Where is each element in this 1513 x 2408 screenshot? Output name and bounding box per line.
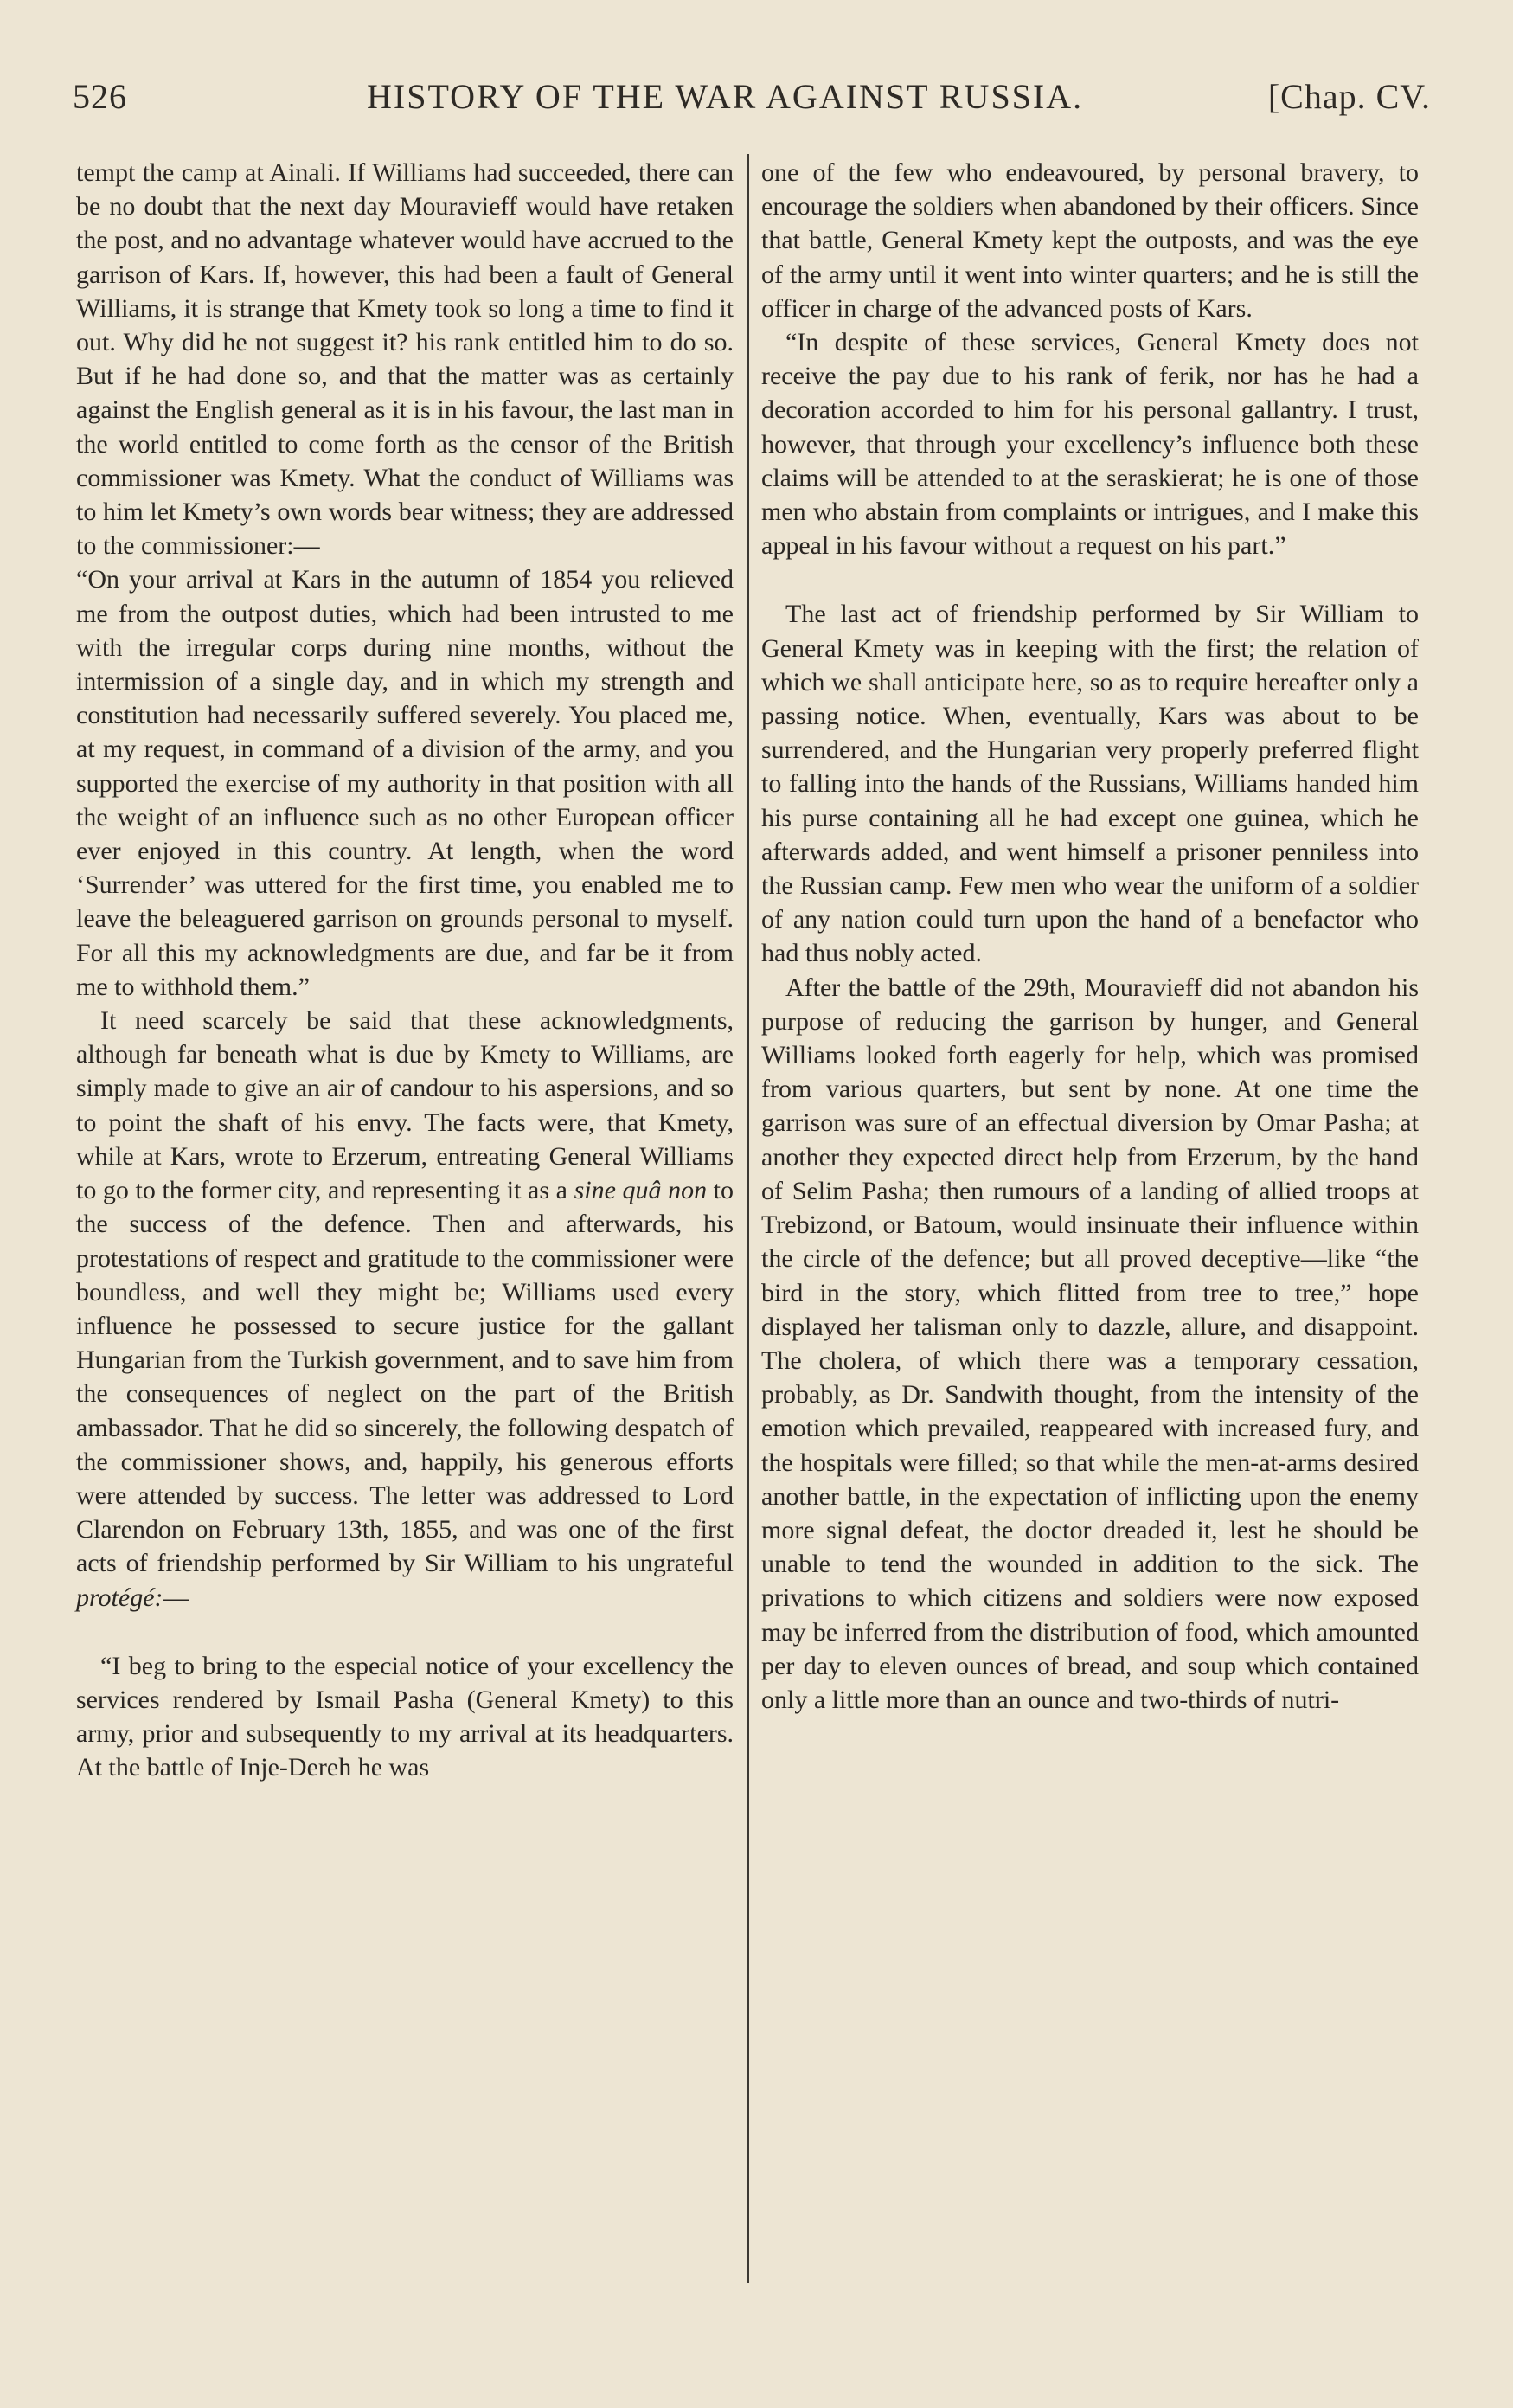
paragraph-right-4: After the battle of the 29th, Mouravieff did not abandon his purpose of reducing the garrison by hunger, and General Williams looked forth eagerly for help, which was promised from various quarters, but sent by none. At one time the garrison was sure of an effectual diversion by Omar Pasha; at another they expected direct help from Erzerum, by the hand of Selim Pasha; then rumours of a landing of allied troops at Trebizond, or Batoum, would insinuate their influence within the circle of the defence; but all proved deceptive—like “the bird in the story, which flitted from tree to tree,” hope displayed her talisman only to dazzle, allure, and disappoint. The cholera, of which there was a temporary cessation, probably, as Dr. Sandwith thought, from the intensity of the emotion which prevailed, reappeared with increased fury, and the hospitals were filled; so that while the men-at-arms desired another battle, in the expectation of inflicting upon the enemy more signal defeat, the doctor dreaded it, lest he should be unable to tend the wounded in addition to the sick. The privations to which citizens and soldiers were now exposed may be inferred from the distribution of food, which amounted per day to eleven ounces of bread, and soup which contained only a little more than an ounce and two-thirds of nutri- <box>761 973 1419 1714</box>
column-divider <box>747 154 749 2283</box>
protege-word: protégé: <box>76 1583 163 1612</box>
paragraph-left-3 <box>76 1004 734 1615</box>
quote-despatch-continued: “In despite of these services, General Kmety does not receive the pay due to his rank of ferik, nor has he had a decoration accorded to him for his personal gallantry. I trust, however, that through your excellency’s influence both these claims will be attended to at the seraskierat; he is one of those men who abstain from complaints or intrigues, and I make this appeal in his favour without a request on his part.” <box>761 328 1419 561</box>
page-header <box>73 76 1431 128</box>
left-column <box>76 156 734 1785</box>
paragraph-right-1: one of the few who endeavoured, by personal bravery, to encourage the soldiers when abandoned by their officers. Since that battle, General Kmety kept the outposts, and was the eye of the army until it went into winter quarters; and he is still the officer in charge of the advanced posts of Kars. <box>761 158 1419 323</box>
paragraph-left-3-text-a: It need scarcely be said that these acknowledgments, although far beneath what is due by Kmety to Williams, are simply made to give an air of candour to his aspersions, and so to point the shaft of his envy. The facts were, that Kmety, while at Kars, wrote to Erzerum, entreating General Williams to go to the former city, and representing it as a <box>76 1006 734 1205</box>
page-number: 526 <box>73 77 127 116</box>
quote-williams-despatch: “I beg to bring to the especial notice of your excellency the services rendered by Ismail Pasha (General Kmety) to this army, prior and subsequently to my arrival at its headquarters. At the battle of Inje-Dereh he was <box>76 1651 734 1782</box>
right-column <box>761 156 1419 1717</box>
paragraph-spacer <box>761 562 1419 597</box>
paragraph-left-1: tempt the camp at Ainali. If Williams had succeeded, there can be no doubt that the next day Mouravieff would have retaken the post, and no advantage whatever would have accrued to the garrison of Kars. If, however, this had been a fault of General Williams, it is strange that Kmety took so long a time to find it out. Why did he not suggest it? his rank entitled him to do so. But if he had done so, and that the matter was as certainly against the English general as it is in his favour, the last man in the world entitled to come forth as the censor of the British commissioner was Kmety. What the conduct of Williams was to him let Kmety’s own words bear witness; they are addressed to the commissioner:— <box>76 158 734 561</box>
running-title: HISTORY OF THE WAR AGAINST RUSSIA. <box>367 77 1084 116</box>
chapter-reference: [Chap. CV. <box>1267 77 1431 116</box>
paragraph-spacer <box>76 1615 734 1649</box>
paragraph-right-3: The last act of friendship performed by Sir William to General Kmety was in keeping with the first; the relation of which we shall anticipate here, so as to require hereafter only a passing notice. When, eventually, Kars was about to be surrendered, and the Hungarian very properly preferred flight to falling into the hands of the Russians, Williams handed him his purse containing all he had except one guinea, which he afterwards added, and went himself a prisoner penniless into the Russian camp. Few men who wear the uniform of a soldier of any nation could turn upon the hand of a benefactor who had thus nobly acted. <box>761 600 1419 968</box>
latin-phrase: sine quâ non <box>574 1176 708 1205</box>
paragraph-left-3-dash: — <box>163 1583 189 1612</box>
paragraph-left-3-text-b: to the success of the defence. Then and afterwards, his protestations of respect and gratitude to the commissioner were boundless, and well they might be; Williams used every influence he possessed to secure justice for the gallant Hungarian from the Turkish government, and to save him from the consequences of neglect on the part of the British ambassador. That he did so sincerely, the following despatch of the commissioner shows, and, happily, his generous efforts were attended by success. The letter was addressed to Lord Clarendon on February 13th, 1855, and was one of the first acts of friendship performed by Sir William to his ungrateful <box>76 1176 734 1578</box>
quote-kmety-letter: “On your arrival at Kars in the autumn of 1854 you relieved me from the outpost duties, which had been intrusted to me with the irregular corps during nine months, without the intermission of a single day, and in which my strength and constitution had necessarily suffered severely. You placed me, at my request, in command of a division of the army, and you supported the exercise of my authority in that position with all the weight of an influence such as no other European officer ever enjoyed in this country. At length, when the word ‘Surrender’ was uttered for the first time, you enabled me to leave the beleaguered garrison on grounds personal to myself. For all this my acknowledgments are due, and far be it from me to withhold them.” <box>76 565 734 1001</box>
